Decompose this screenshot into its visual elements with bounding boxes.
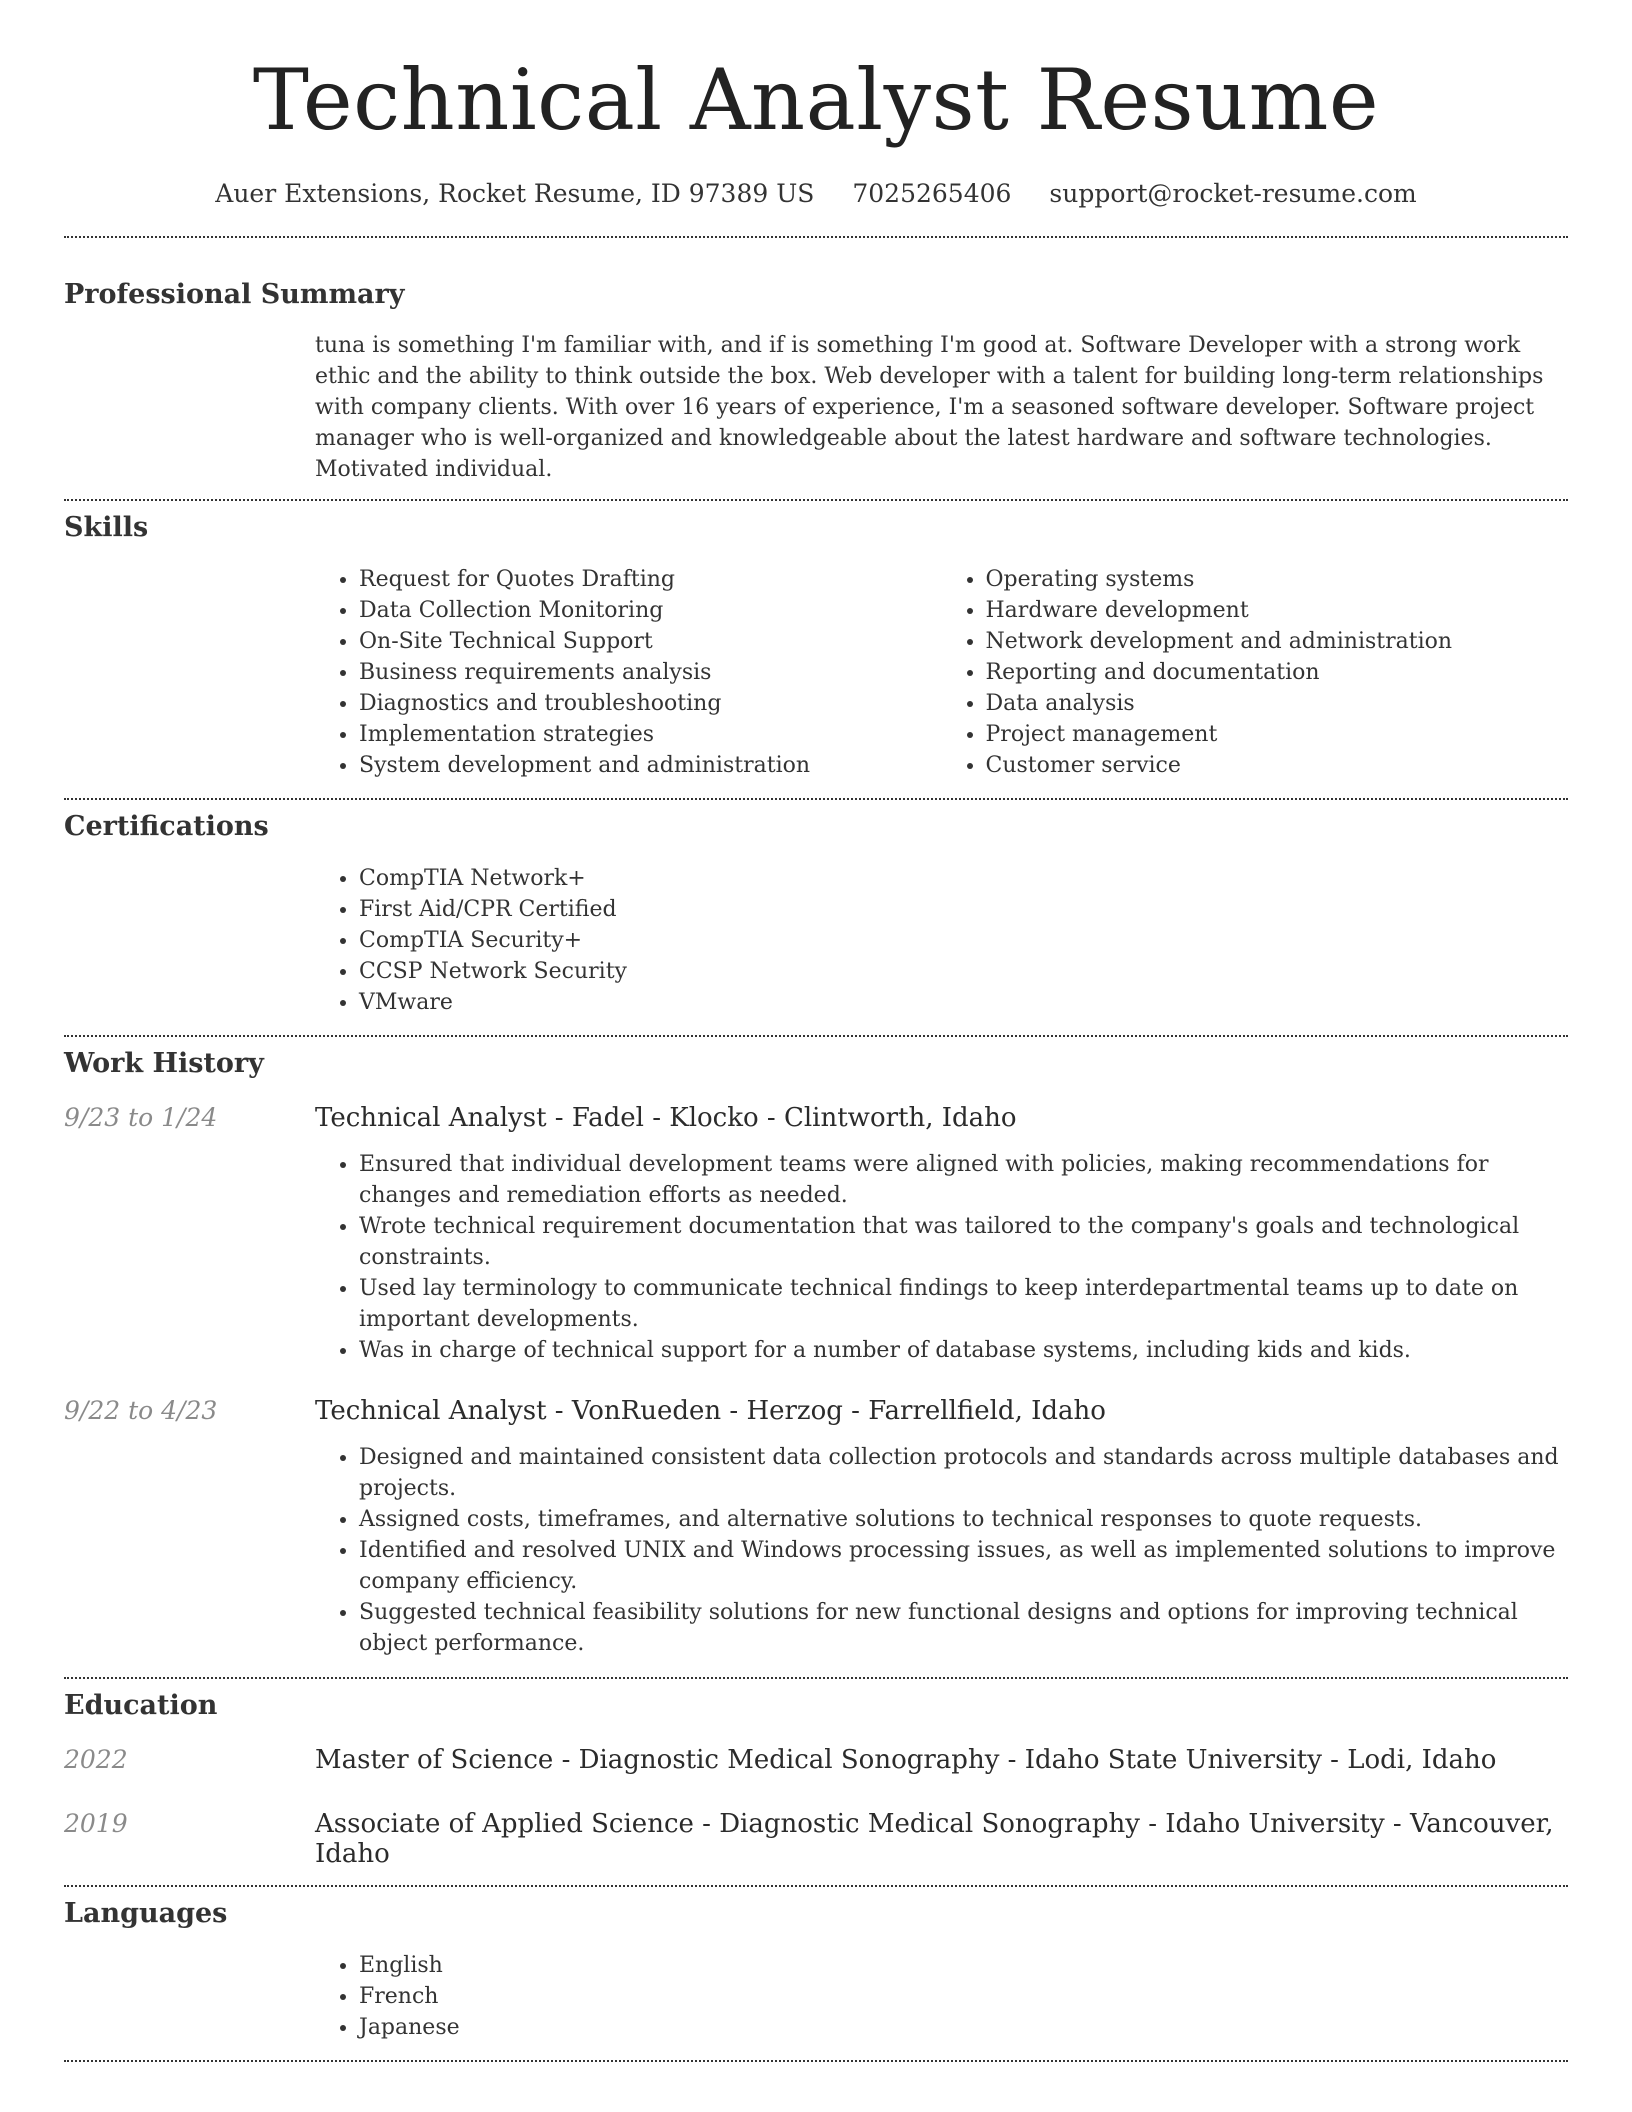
job-dates: 9/23 to 1/24 xyxy=(64,1103,218,1132)
resume-header xyxy=(64,0,1568,210)
certifications-list xyxy=(315,863,1568,1018)
skills-list-right xyxy=(942,564,1569,781)
job-bullet: • Assigned costs, timeframes, and alternative solutions to technical responses to quote requests. xyxy=(359,1504,1568,1535)
language-item: • Japanese xyxy=(359,2012,1568,2043)
skill-item: • Reporting and documentation xyxy=(986,657,1569,688)
education-entry xyxy=(64,1809,1568,1869)
education-year: 2022 xyxy=(64,1745,128,1774)
certification-item: • CompTIA Network+ xyxy=(359,863,1568,894)
education-section xyxy=(64,1679,1568,1869)
job-bullets xyxy=(315,1149,1568,1366)
job-entry xyxy=(64,1103,1568,1366)
job-title: Technical Analyst - Fadel - Klocko - Clintworth, Idaho xyxy=(315,1103,1017,1133)
language-item: • English xyxy=(359,1950,1568,1981)
skills-list-left xyxy=(315,564,942,781)
job-bullet: • Identified and resolved UNIX and Windows processing issues, as well as implemented solutions to improve company efficiency. xyxy=(359,1535,1568,1597)
skill-item: • Hardware development xyxy=(986,595,1569,626)
job-bullet: • Was in charge of technical support for a number of database systems, including kids and kids. xyxy=(359,1335,1568,1366)
skill-item: • Request for Quotes Drafting xyxy=(359,564,942,595)
job-title: Technical Analyst - VonRueden - Herzog - Farrellfield, Idaho xyxy=(315,1396,1106,1426)
skill-item: • Data Collection Monitoring xyxy=(359,595,942,626)
contact-email: support@rocket-resume.com xyxy=(1049,179,1417,208)
education-entry xyxy=(64,1745,1568,1775)
job-bullet: • Designed and maintained consistent data collection protocols and standards across multiple databases and projects. xyxy=(359,1442,1568,1504)
language-item: • French xyxy=(359,1981,1568,2012)
languages-section xyxy=(64,1887,1568,2043)
certifications-section xyxy=(64,800,1568,1018)
skills-heading: Skills xyxy=(64,512,149,543)
job-bullet: • Used lay terminology to communicate technical findings to keep interdepartmental teams up to date on important developments. xyxy=(359,1273,1568,1335)
skill-item: • Project management xyxy=(986,719,1569,750)
summary-section xyxy=(64,238,1568,485)
skills-section xyxy=(64,501,1568,781)
education-title: Associate of Applied Science - Diagnostic Medical Sonography - Idaho University - Vancouver, Idaho xyxy=(315,1809,1554,1869)
contact-line xyxy=(64,178,1568,210)
job-dates: 9/22 to 4/23 xyxy=(64,1396,218,1425)
job-bullet: • Wrote technical requirement documentation that was tailored to the company's goals and technological constraints. xyxy=(359,1211,1568,1273)
skill-item: • Operating systems xyxy=(986,564,1569,595)
work-history-section xyxy=(64,1037,1568,1659)
certification-item: • CCSP Network Security xyxy=(359,956,1568,987)
skill-item: • Customer service xyxy=(986,750,1569,781)
certification-item: • CompTIA Security+ xyxy=(359,925,1568,956)
education-heading: Education xyxy=(64,1690,218,1721)
skill-item: • Data analysis xyxy=(986,688,1569,719)
skill-item: • Network development and administration xyxy=(986,626,1569,657)
certification-item: • First Aid/CPR Certified xyxy=(359,894,1568,925)
job-bullet: • Ensured that individual development teams were aligned with policies, making recommendations for changes and remediation efforts as needed. xyxy=(359,1149,1568,1211)
contact-phone: 7025265406 xyxy=(852,179,1012,208)
job-bullet: • Suggested technical feasibility solutions for new functional designs and options for improving technical object performance. xyxy=(359,1597,1568,1659)
skill-item: • On-Site Technical Support xyxy=(359,626,942,657)
skills-grid xyxy=(315,564,1568,781)
certifications-heading: Certifications xyxy=(64,811,269,842)
section-divider xyxy=(64,2060,1568,2062)
skill-item: • Business requirements analysis xyxy=(359,657,942,688)
skill-item: • Implementation strategies xyxy=(359,719,942,750)
skill-item: • System development and administration xyxy=(359,750,942,781)
summary-text: tuna is something I'm familiar with, and if is something I'm good at. Software Developer with a strong work ethic and the ability to think outside the box. Web developer with a talent for building long-term relationships with company clients. With over 16 years of experience, I'm a seasoned software developer. Software project manager who is well-organized and knowledgeable about the latest hardware and software technologies. Motivated individual. xyxy=(315,333,1544,482)
education-year: 2019 xyxy=(64,1809,128,1838)
work-history-heading: Work History xyxy=(64,1048,264,1079)
languages-heading: Languages xyxy=(64,1898,228,1929)
skill-item: • Diagnostics and troubleshooting xyxy=(359,688,942,719)
education-title: Master of Science - Diagnostic Medical Sonography - Idaho State University - Lodi, Idaho xyxy=(315,1745,1497,1775)
certification-item: • VMware xyxy=(359,987,1568,1018)
job-bullets xyxy=(315,1442,1568,1659)
resume-title: Technical Analyst Resume xyxy=(252,51,1380,149)
contact-address: Auer Extensions, Rocket Resume, ID 97389 US xyxy=(215,179,815,208)
job-entry xyxy=(64,1396,1568,1659)
summary-heading: Professional Summary xyxy=(64,279,405,310)
languages-list xyxy=(315,1950,1568,2043)
